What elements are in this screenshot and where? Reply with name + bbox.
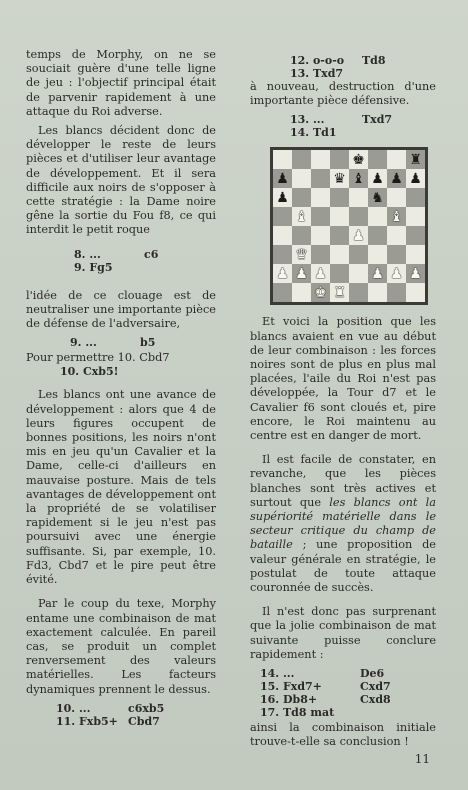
board-square: [311, 188, 330, 207]
board-square: [349, 207, 368, 226]
white-pawn-icon: ♟: [352, 227, 365, 244]
board-square: [330, 188, 349, 207]
white-bishop-icon: ♝: [390, 208, 403, 225]
board-square: [387, 264, 406, 283]
board-square: [406, 150, 425, 169]
white-pawn-icon: ♟: [409, 265, 422, 282]
move-line: 12. o-o-o Td8: [290, 54, 386, 67]
board-square: [406, 226, 425, 245]
board-square: [311, 264, 330, 283]
paragraph: Les blancs décident donc de développer le reste de leurs pièces et d'utiliser leur avantage de développement. Et il sera difficile aux noirs de s'opposer à cette stratégie : la Dame noire gêne la sortie du Fou f8, ce qui interdit le petit roque: [26, 124, 216, 237]
move-line: 14. Td1: [290, 126, 337, 140]
black-knight-icon: ♞: [371, 189, 384, 206]
board-square: [406, 283, 425, 302]
board-square: [368, 245, 387, 264]
board-square: [330, 283, 349, 302]
move-line: 9. ... b5: [70, 336, 156, 350]
move-line: 8. ... c6: [74, 247, 159, 261]
board-square: [330, 226, 349, 245]
move-line: 14. ... De6: [260, 667, 385, 681]
white-pawn-icon: ♟: [295, 265, 308, 282]
board-square: [368, 207, 387, 226]
white-pawn-icon: ♟: [276, 265, 289, 282]
board-square: [406, 207, 425, 226]
black-pawn-icon: ♟: [276, 189, 289, 206]
board-square: [292, 226, 311, 245]
board-square: [311, 283, 330, 302]
move-line: 13. Txd7: [290, 67, 344, 80]
board-square: [273, 245, 292, 264]
board-square: [387, 150, 406, 169]
black-pawn-icon: ♟: [390, 170, 403, 187]
board-square: [368, 169, 387, 188]
paragraph: à nouveau, destruction d'une importante pièce défensive.: [250, 80, 436, 108]
chess-board: [270, 147, 428, 305]
move-line: 17. Td8 mat: [260, 706, 335, 720]
board-square: [292, 207, 311, 226]
board-square: [349, 283, 368, 302]
board-square: [292, 264, 311, 283]
white-king-icon: ♚: [314, 284, 327, 301]
board-square: [387, 226, 406, 245]
board-square: [387, 207, 406, 226]
board-square: [349, 245, 368, 264]
move-line: 15. Fxd7+ Cxd7: [260, 680, 391, 694]
move-line: 10. Cxb5!: [60, 365, 119, 379]
board-square: [330, 245, 349, 264]
board-square: [330, 169, 349, 188]
move-line: 11. Fxb5+ Cbd7: [56, 714, 160, 728]
board-square: [292, 245, 311, 264]
black-bishop-icon: ♝: [352, 170, 365, 187]
board-square: [368, 264, 387, 283]
board-square: [273, 207, 292, 226]
board-square: [330, 150, 349, 169]
board-square: [349, 226, 368, 245]
board-square: [406, 245, 425, 264]
black-king-icon: ♚: [352, 151, 365, 168]
board-square: [349, 264, 368, 283]
board-square: [311, 169, 330, 188]
board-square: [311, 207, 330, 226]
move-line: 9. Fg5: [74, 260, 113, 274]
paragraph: temps de Morphy, on ne se souciait guère d'une telle ligne de jeu : l'objectif principal était de parvenir rapidement à une attaque du Roi adverse.: [26, 48, 216, 118]
white-pawn-icon: ♟: [314, 265, 327, 282]
paragraph: Il est facile de constater, en revanche, que les pièces blanches sont très actives et surtout que les blancs ont la supériorité matérielle dans le secteur critique du champ de bataille ; une proposition de valeur générale en stratégie, le postulat de toute attaque couronnée de succès.: [250, 453, 436, 595]
move-line: 16. Db8+ Cxd8: [260, 693, 391, 707]
right-column: [250, 54, 436, 749]
paragraph: Pour permettre 10. Cbd7: [26, 351, 170, 365]
paragraph: Il n'est donc pas surprenant que la jolie combinaison de mat suivante puisse conclure rapidement :: [250, 605, 436, 661]
board-square: [368, 226, 387, 245]
board-square: [368, 150, 387, 169]
board-square: [349, 169, 368, 188]
move-line: 10. ... c6xb5: [56, 701, 165, 715]
paragraph: Et voici la position que les blancs avaient en vue au début de leur combinaison : les forces noires sont de plus en plus mal placées, l'aile du Roi n'est pas développée, la Tour d7 et le Cavalier f6 sont cloués et, pire encore, le Roi maintenu au centre est en danger de mort.: [250, 315, 436, 443]
white-pawn-icon: ♟: [390, 265, 403, 282]
white-queen-icon: ♛: [295, 246, 308, 263]
white-rook-icon: ♜: [333, 284, 346, 301]
paragraph: l'idée de ce clouage est de neutraliser une importante pièce de défense de l'adversaire,: [26, 288, 216, 331]
board-square: [273, 169, 292, 188]
white-pawn-icon: ♟: [371, 265, 384, 282]
board-square: [387, 245, 406, 264]
emphasis: les blancs ont la supériorité matérielle dans le secteur critique du champ de bataille: [250, 495, 436, 552]
board-square: [273, 226, 292, 245]
board-square: [368, 283, 387, 302]
paragraph: ainsi la combinaison initiale trouve-t-elle sa conclusion !: [250, 721, 436, 749]
board-square: [273, 283, 292, 302]
chess-diagram: [270, 147, 436, 305]
board-square: [273, 188, 292, 207]
board-square: [387, 169, 406, 188]
board-square: [349, 188, 368, 207]
board-square: [368, 188, 387, 207]
left-column: [26, 48, 216, 728]
paragraph: Par le coup du texe, Morphy entame une combinaison de mat exactement calculée. En pareil cas, se produit un complet renversement des valeurs matérielles. Les facteurs dynamiques prennent le dessus.: [26, 597, 216, 696]
page-number: 11: [414, 752, 430, 766]
board-square: [311, 150, 330, 169]
board-square: [273, 264, 292, 283]
board-square: [311, 245, 330, 264]
board-square: [349, 150, 368, 169]
board-square: [292, 188, 311, 207]
black-pawn-icon: ♟: [371, 170, 384, 187]
board-square: [387, 283, 406, 302]
white-bishop-icon: ♝: [295, 208, 308, 225]
black-rook-icon: ♜: [409, 151, 422, 168]
board-square: [406, 169, 425, 188]
black-pawn-icon: ♟: [409, 170, 422, 187]
board-square: [273, 150, 292, 169]
move-line: 13. ... Txd7: [290, 113, 393, 127]
board-square: [292, 150, 311, 169]
board-square: [330, 207, 349, 226]
board-square: [330, 264, 349, 283]
board-square: [406, 264, 425, 283]
black-pawn-icon: ♟: [276, 170, 289, 187]
board-square: [406, 188, 425, 207]
paragraph: Les blancs ont une avance de développement : alors que 4 de leurs figures occupent de bonnes positions, les noirs n'ont mis en jeu qu'un Cavalier et la Dame, celle-ci d'ailleurs en mauvaise posture. Mais de tels avantages de développement ont la propriété de se volatiliser rapidement si le jeu n'est pas poursuivi avec une énergie suffisante. Si, par exemple, 10. Fd3, Cbd7 et le pire peut être évité.: [26, 388, 216, 587]
black-queen-icon: ♛: [333, 170, 346, 187]
board-square: [387, 188, 406, 207]
board-square: [311, 226, 330, 245]
board-square: [292, 283, 311, 302]
board-square: [292, 169, 311, 188]
